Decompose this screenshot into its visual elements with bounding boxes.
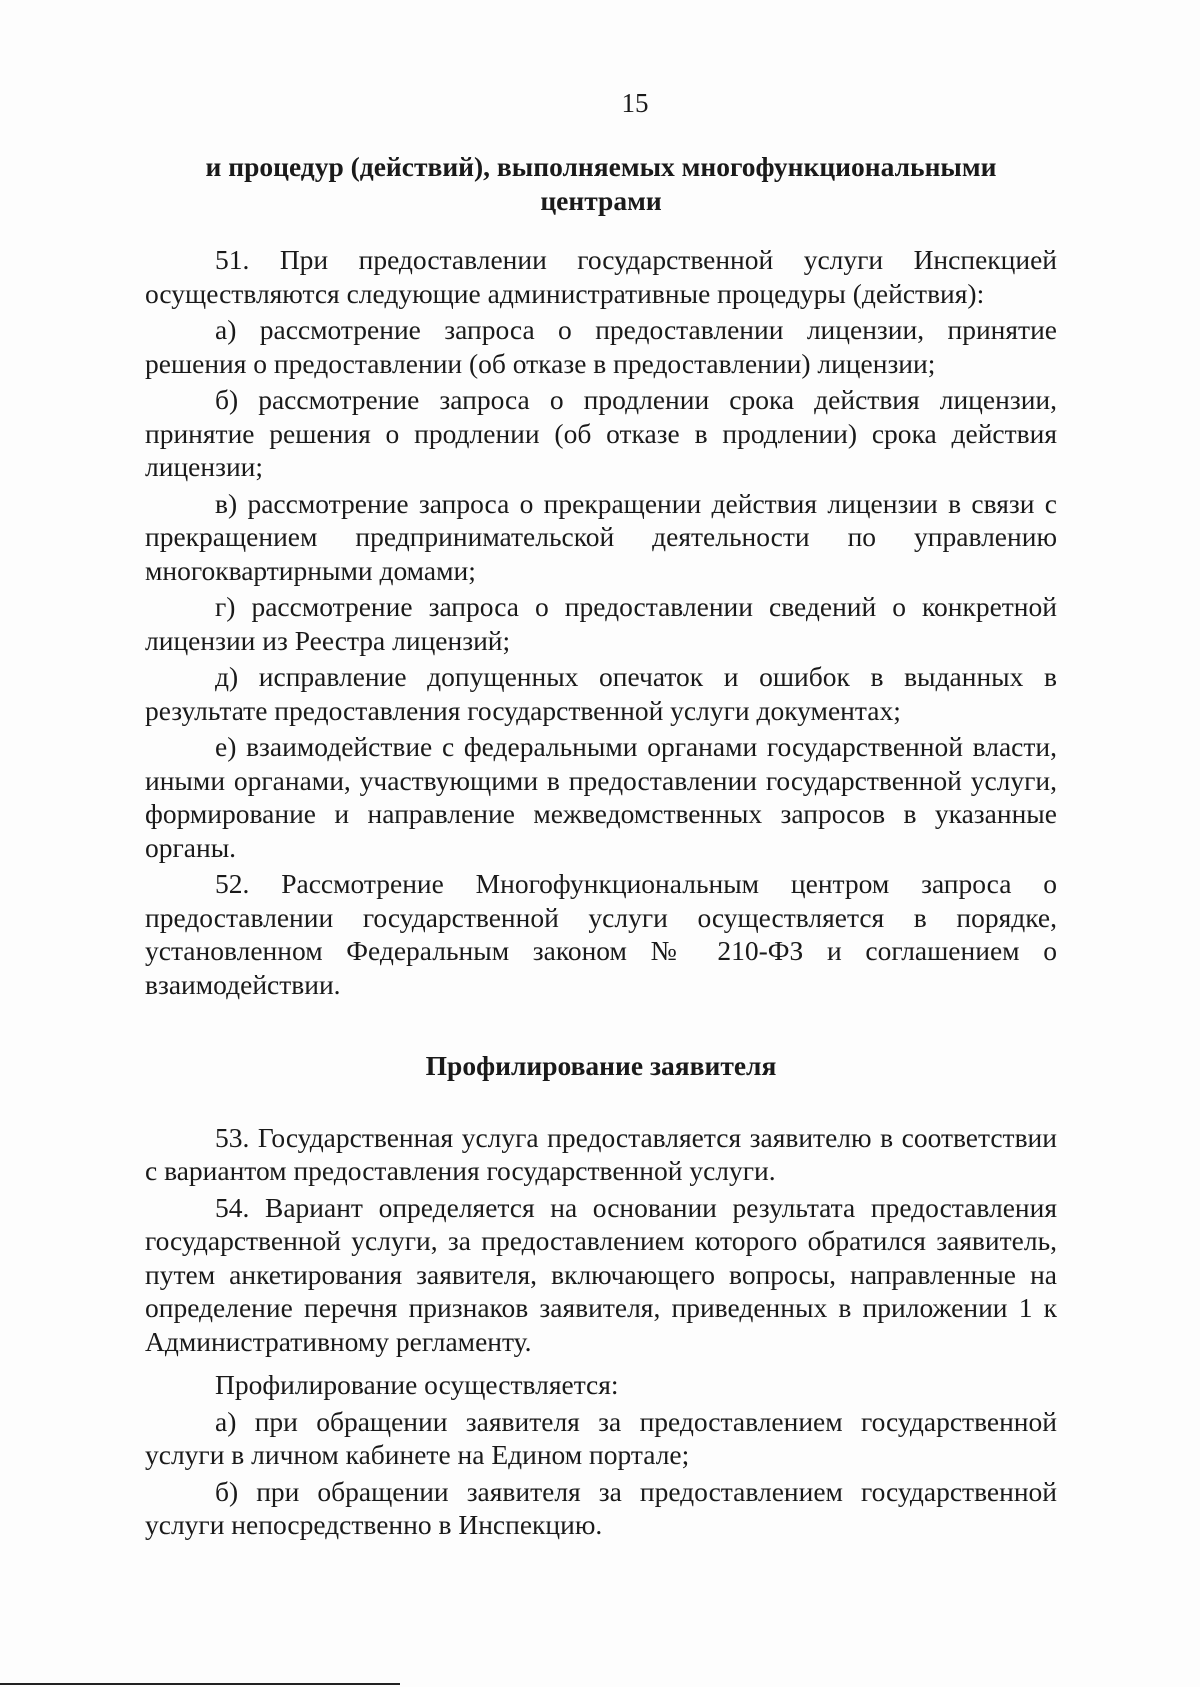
paragraph-profiling-intro: Профилирование осуществляется: (215, 1369, 619, 1400)
paragraph-51-d: д) исправление допущенных опечаток и ошибок в выданных в результате предоставления государственной услуги документах; (145, 661, 1057, 726)
paragraph-52: 52. Рассмотрение Многофункциональным центром запроса о предоставлении государственной услуги осуществляется в порядке, установленном Федеральным законом № 210-ФЗ и соглашением о взаимодействии. (145, 868, 1057, 1000)
paragraph-profiling-a: а) при обращении заявителя за предоставлением государственной услуги в личном кабинете на Едином портале; (145, 1405, 1057, 1470)
bottom-edge-line (0, 1683, 400, 1685)
section-heading-profiling: Профилирование заявителя (425, 1050, 777, 1081)
paragraph-53: 53. Государственная услуга предоставляется заявителю в соответствии с вариантом предоставления государственной услуги. (145, 1121, 1057, 1186)
paragraph-51-g: г) рассмотрение запроса о предоставлении сведений о конкретной лицензии из Реестра лицензий; (145, 591, 1057, 656)
paragraph-51-e: е) взаимодействие с федеральными органами государственной власти, иными органами, участвующими в предоставлении государственной услуги, формирование и направление межведомственных запросов в указанные органы. (145, 731, 1057, 863)
paragraph-54: 54. Вариант определяется на основании результата предоставления государственной услуги, за предоставлением которого обратился заявитель, путем анкетирования заявителя, включающего вопросы, направленные на определение перечня признаков заявителя, приведенных в приложении 1 к Административному регламенту. (145, 1191, 1057, 1357)
paragraph-51: 51. При предоставлении государственной услуги Инспекцией осуществляются следующие административные процедуры (действия): (145, 244, 1057, 309)
paragraph-51-v: в) рассмотрение запроса о прекращении действия лицензии в связи с прекращением предпринимательской деятельности по управлению многоквартирными домами; (145, 487, 1057, 586)
paragraph-51-a: а) рассмотрение запроса о предоставлении лицензии, принятие решения о предоставлении (об отказе в предоставлении) лицензии; (145, 314, 1057, 379)
paragraph-51-b: б) рассмотрение запроса о продлении срока действия лицензии, принятие решения о продлении (об отказе в продлении) срока действия лицензии; (145, 384, 1057, 482)
section-heading-procedures: и процедур (действий), выполняемых многофункциональными центрами (205, 151, 997, 216)
paragraph-profiling-b: б) при обращении заявителя за предоставлением государственной услуги непосредственно в Инспекцию. (145, 1475, 1057, 1540)
document-body (145, 150, 1057, 1545)
page-number: 15 (621, 88, 649, 118)
